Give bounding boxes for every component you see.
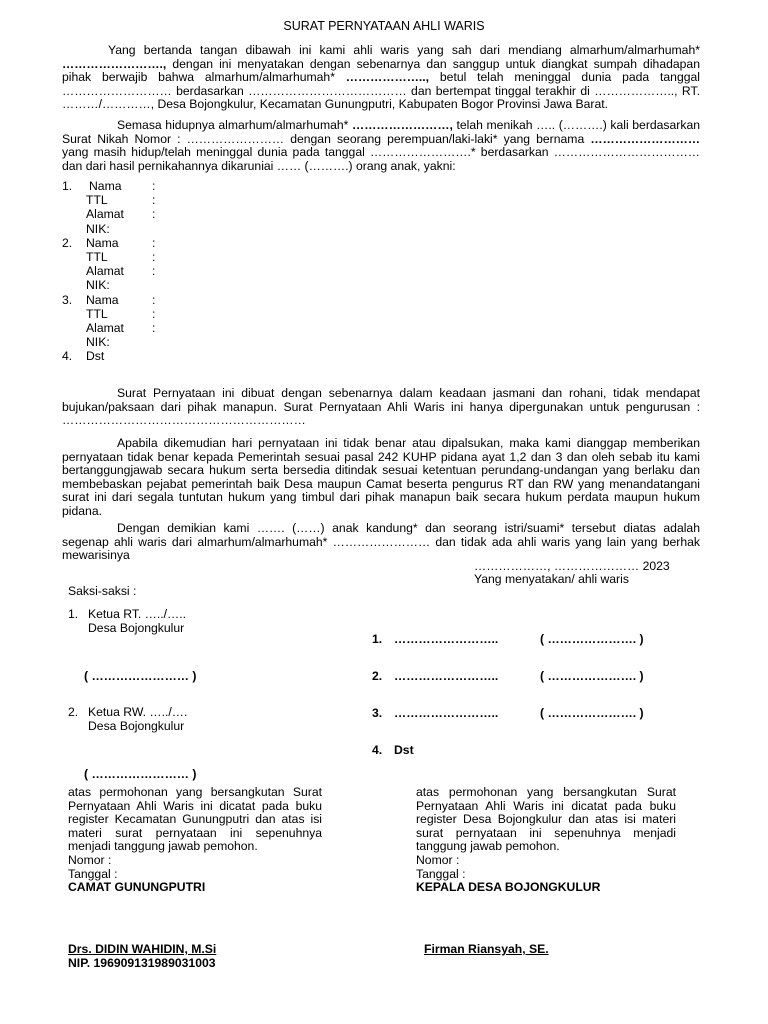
closing-paragraph	[62, 522, 700, 563]
spouse-name-blank: ………………………	[590, 131, 700, 146]
colon: :	[152, 235, 156, 250]
declarant-name-blank: ……………………..	[394, 669, 499, 683]
camat-block	[68, 786, 322, 895]
witness-rt	[68, 608, 186, 635]
heir-number: 2.	[62, 235, 73, 250]
marriage-paragraph	[62, 119, 700, 173]
heir-entry	[62, 237, 262, 294]
witnesses-label: Saksi-saksi :	[68, 584, 137, 598]
camat-nomor: Nomor :	[68, 852, 112, 867]
kades-office: KEPALA DESA BOJONGKULUR	[416, 880, 601, 895]
declarant-number: 4.	[372, 743, 383, 757]
declarant-more-label: Dst	[394, 743, 414, 757]
colon: :	[152, 264, 156, 279]
witness-rw-title: Ketua RW. …../….	[88, 705, 188, 719]
heir-number: 4.	[62, 349, 73, 364]
heir-field-label: Alamat	[86, 207, 124, 222]
kades-block	[416, 786, 676, 895]
colon: :	[152, 179, 156, 193]
document-title: SURAT PERNYATAAN AHLI WARIS	[283, 19, 485, 33]
heir-field-label: NIK:	[86, 278, 110, 293]
witness-rw-signature: ( …………………… )	[84, 767, 197, 781]
declarant-number: 1.	[372, 632, 383, 646]
heir-number: 3.	[62, 292, 73, 307]
declarant-number: 2.	[372, 669, 383, 683]
heir-field-label: TTL	[86, 193, 108, 208]
heir-number: 1.	[62, 179, 73, 193]
declarant-signature: ( …………………. )	[540, 669, 644, 683]
kades-registration-text: atas permohonan yang bersangkutan Surat Pernyataan Ahli Waris ini dicatat pada buku register Desa Bojongkulur dan atas isi materi surat pernyataan ini sepenuhnya menjadi tanggung jawab pemohon.	[416, 785, 676, 854]
heir-more	[62, 350, 262, 364]
colon: :	[152, 320, 156, 335]
deceased-name-blank-2: ………………..,	[345, 70, 430, 85]
kades-tanggal: Tanggal :	[416, 866, 466, 881]
statement-paragraph	[62, 387, 700, 428]
heir-field-label: Nama	[89, 179, 122, 193]
camat-name: Drs. DIDIN WAHIDIN, M.Si	[68, 942, 217, 956]
heir-field-label: Nama	[86, 292, 119, 307]
marriage-text-2: yang masih hidup/telah meninggal dunia pada tanggal …………………….* berdasarkan ……………………………… dan dari hasil pernikahannya dikaruniai …… (……….) orang anak, yakni:	[62, 145, 700, 173]
declarant-name-blank: ……………………..	[394, 632, 499, 646]
heir-more-label: Dst	[86, 349, 105, 364]
camat-office: CAMAT GUNUNGPUTRI	[68, 880, 206, 895]
heir-field-label: Nama	[86, 235, 119, 250]
heir-field-label: Alamat	[86, 264, 124, 279]
liability-text: Apabila dikemudian hari pernyataan ini tidak benar atau dipalsukan, maka kami dianggap memberikan pernyataan tidak benar kepada Pemerintah sesuai pasal 242 KUHP pidana ayat 1,2 dan 3 dan oleh sebab itu kami bertanggungjawab secara hukum serta bersedia ditindak sesuai ketentuan perundang-undangan yang berlaku dan membebaskan pejabat pemerintah baik Desa maupun Camat beserta pengurus RT dan RW yang menandatangani surat ini dari segala tuntutan hukum yang timbul dari pihak manapun baik secara hukum perdata maupun hukum pidana.	[62, 436, 700, 518]
heir-field-label: Alamat	[86, 320, 124, 335]
colon: :	[152, 193, 156, 208]
marriage-text: Semasa hidupnya almarhum/almarhumah*	[117, 118, 353, 132]
heir-field-label: NIK:	[86, 335, 110, 350]
camat-tanggal: Tanggal :	[68, 866, 118, 881]
statement-text: Surat Pernyataan ini dibuat dengan sebenarnya dalam keadaan jasmani dan rohani, tidak mendapat bujukan/paksaan dari pihak manapun. Surat Pernyataan Ahli Waris ini hanya dipergunakan untuk pengurusan : ……………………………………………………	[62, 386, 700, 428]
heirs-list	[62, 180, 262, 364]
intro-text-2: betul telah meninggal dunia pada tanggal ……………………… berdasarkan ………………………………… dan bertempat tinggal terakhir di ……………….., RT. ………/…………, Desa Bojongkulur, Kecamatan Gunungputri, Kabupaten Bogor Provinsi Jawa Barat.	[62, 70, 700, 112]
witness-rt-signature: ( …………………… )	[84, 669, 197, 683]
intro-text: Yang bertanda tangan dibawah ini kami ahli waris yang sah dari mendiang almarhum/almarhumah*	[108, 43, 700, 57]
heir-entry	[62, 294, 262, 351]
camat-registration-text: atas permohonan yang bersangkutan Surat Pernyataan Ahli Waris ini dicatat pada buku register Kecamatan Gunungputri dan atas isi materi surat pernyataan ini sepenuhnya menjadi tanggung jawab pemohon.	[68, 785, 322, 854]
heir-field-label: TTL	[86, 306, 108, 321]
declarant-label: Yang menyatakan/ ahli waris	[474, 572, 629, 586]
declarant-name-blank: ……………………..	[394, 706, 499, 720]
colon: :	[152, 207, 156, 222]
witness-rw	[68, 706, 187, 733]
kades-name: Firman Riansyah, SE.	[424, 942, 549, 956]
place-date-line: ………………, ………………… 2023	[474, 559, 670, 573]
kades-nomor: Nomor :	[416, 852, 460, 867]
witness-rt-village: Desa Bojongkulur	[88, 620, 185, 635]
declarant-signature: ( …………………. )	[540, 632, 644, 646]
heir-field-label: TTL	[86, 249, 108, 264]
witness-rt-title: Ketua RT. …../…..	[88, 607, 186, 621]
witness-number: 2.	[68, 705, 79, 719]
intro-text-1: dengan ini menyatakan dengan sebenarnya dan sanggup untuk diangkat sumpah dihadapan pihak berwajib bahwa almarhum/almarhumah*	[62, 56, 700, 85]
heir-field-label: NIK:	[86, 221, 110, 236]
deceased-name-blank: …………………….,	[62, 56, 167, 71]
colon: :	[152, 292, 156, 307]
witness-rw-village: Desa Bojongkulur	[88, 718, 185, 733]
intro-paragraph	[62, 44, 700, 112]
marriage-text-1: telah menikah ….. (……….) kali berdasarkan Surat Nikah Nomor : …………………… dengan seorang perempuan/laki-laki* yang bernama	[62, 118, 701, 146]
heir-entry	[62, 180, 262, 237]
witness-number: 1.	[68, 607, 79, 621]
declarant-number: 3.	[372, 706, 383, 720]
closing-text: Dengan demikian kami ……. (……) anak kandung* dan seorang istri/suami* tersebut diatas adalah segenap ahli waris dari almarhum/almarhumah* …………………… dan tidak ada ahli waris yang lain yang berhak mewarisinya	[62, 521, 700, 563]
colon: :	[152, 249, 156, 264]
liability-paragraph	[62, 437, 700, 519]
camat-nip: NIP. 196909131989031003	[68, 956, 216, 970]
deceased-blank: ……………………,	[352, 118, 453, 132]
declarant-signature: ( …………………. )	[540, 706, 644, 720]
colon: :	[152, 306, 156, 321]
